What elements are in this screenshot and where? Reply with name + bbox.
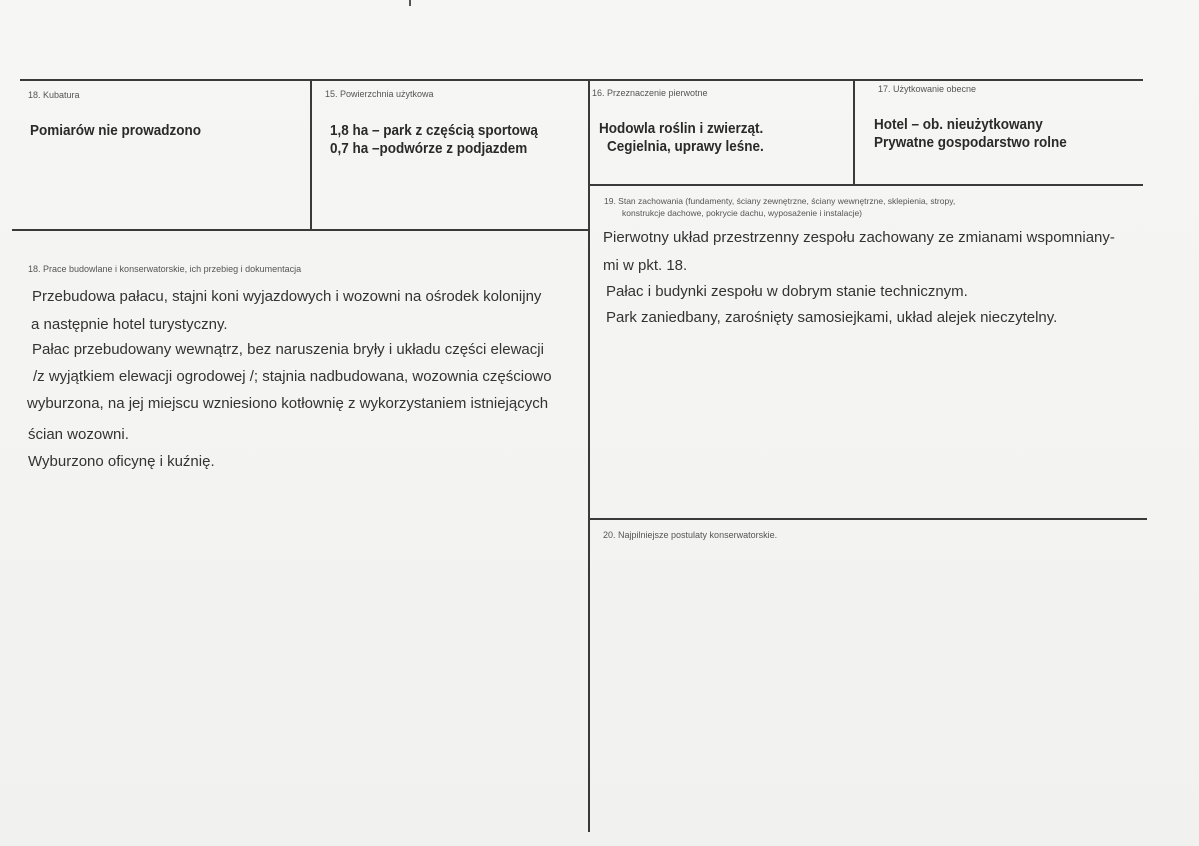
field-19-condition-line-4: Park zaniedbany, zarośnięty samosiejkami, układ alejek nieczytelny. [606,309,1058,326]
divider-16-17 [853,80,855,186]
field-15-area-line-2: 0,7 ha –podwórze z podjazdem [330,140,528,157]
field-20-postulates-label: 20. Najpilniejsze postulaty konserwatorskie. [603,530,778,540]
field-16-original-use-line-2: Cegielnia, uprawy leśne. [607,138,764,155]
top-tick-mark [409,0,411,6]
field-18-kubatura-label: 18. Kubatura [28,90,80,100]
field-19-condition-line-2: mi w pkt. 18. [603,257,688,274]
field-18-works-line-2: a następnie hotel turystyczny. [31,316,228,333]
rule-under-16-17 [590,184,1143,186]
top-rule [20,79,1143,81]
field-18-works-line-5: wyburzona, na jej miejscu wzniesiono kotłownię z wykorzystaniem istniejących [27,395,549,412]
field-19-condition-label-line-2: konstrukcje dachowe, pokrycie dachu, wyposażenie i instalacje) [622,208,863,218]
field-18-works-line-6: ścian wozowni. [28,426,129,443]
field-17-current-use-line-2: Prywatne gospodarstwo rolne [874,134,1067,151]
field-18-kubatura-value: Pomiarów nie prowadzono [30,122,202,139]
divider-18-15 [310,80,312,231]
field-16-original-use-label: 16. Przeznaczenie pierwotne [592,88,708,98]
field-16-original-use-line-1: Hodowla roślin i zwierząt. [599,120,764,137]
field-18-works-line-4: /z wyjątkiem elewacji ogrodowej /; stajnia nadbudowana, wozownia częściowo [33,368,552,385]
field-19-condition-label-line-1: 19. Stan zachowania (fundamenty, ściany zewnętrzne, ściany wewnętrzne, sklepienia, stropy, [604,196,956,206]
field-17-current-use-label: 17. Użytkowanie obecne [878,84,977,94]
field-15-area-label: 15. Powierzchnia użytkowa [325,89,434,99]
field-19-condition-line-3: Pałac i budynki zespołu w dobrym stanie technicznym. [606,283,968,300]
field-18-works-line-1: Przebudowa pałacu, stajni koni wyjazdowych i wozowni na ośrodek kolonijny [32,288,542,305]
divider-15-16 [588,80,590,832]
rule-under-18-15 [12,229,588,231]
field-17-current-use-line-1: Hotel – ob. nieużytkowany [874,116,1043,133]
field-18-works-line-7: Wyburzono oficynę i kuźnię. [28,453,215,470]
rule-above-20 [590,518,1147,520]
field-18-works-line-3: Pałac przebudowany wewnątrz, bez naruszenia bryły i układu części elewacji [32,341,544,358]
field-15-area-line-1: 1,8 ha – park z częścią sportową [330,122,538,139]
field-19-condition-line-1: Pierwotny układ przestrzenny zespołu zachowany ze zmianami wspomniany- [603,229,1115,246]
field-18-works-label: 18. Prace budowlane i konserwatorskie, ich przebieg i dokumentacja [28,264,302,274]
